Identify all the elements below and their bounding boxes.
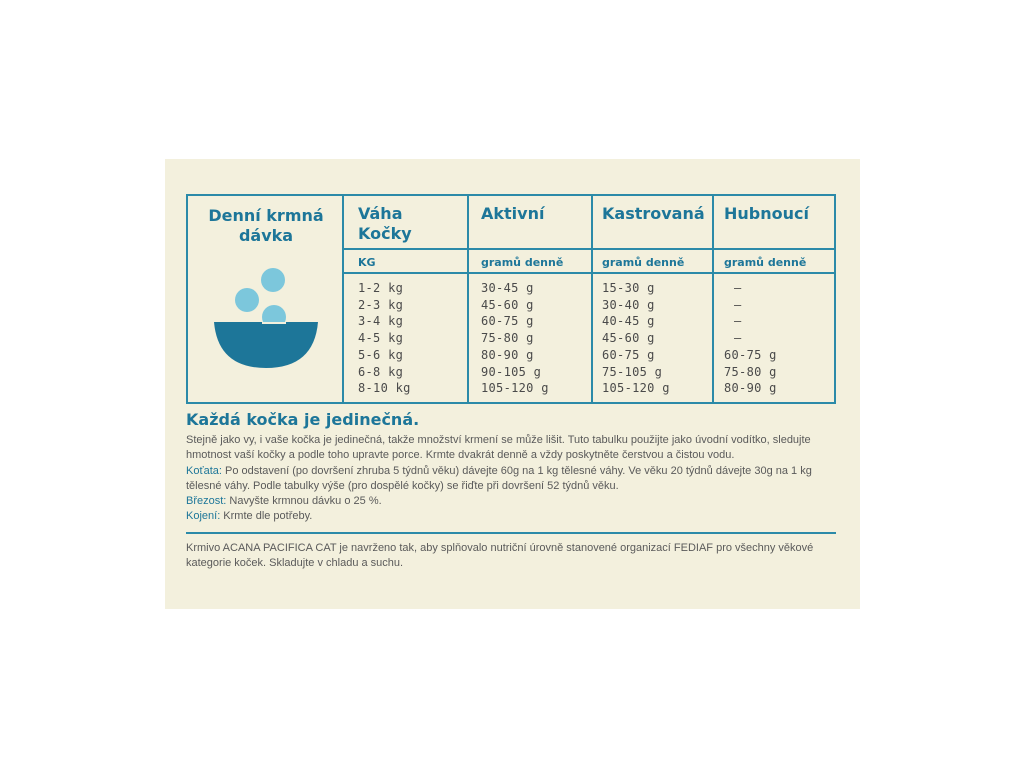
column-active — [481, 280, 549, 397]
table-cell: 60-75 g — [602, 347, 655, 362]
footnote: Krmivo ACANA PACIFICA CAT je navrženo tak, aby splňovalo nutriční úrovně stanovené organizací FEDIAF pro všechny věkové kategorie koček. Skladujte v chladu a suchu. — [186, 542, 814, 570]
nursing-text: Krmte dle potřeby. — [220, 510, 313, 523]
unit-weight: KG — [358, 256, 376, 269]
table-cell: 90-105 g — [481, 364, 542, 379]
pregnancy-label: Březost: — [186, 495, 227, 508]
nursing-label: Kojení: — [186, 510, 221, 523]
pregnancy-paragraph — [186, 494, 846, 509]
table-cell: — — [734, 281, 742, 295]
divider — [186, 532, 836, 534]
column-neutered — [602, 280, 670, 397]
table-cell: 5-6 kg — [358, 347, 404, 362]
kittens-text: Po odstavení (po dovršení zhruba 5 týdnů věku) dávejte 60g na 1 kg tělesné váhy. Ve věku 20 týdnů dávejte 30g na 1 kg tělesné váhy. Podle tabulky výše (pro dospělé kočky) se řiďte při dovršení 52 týdnů věku. — [186, 464, 812, 492]
table-cell: 8-10 kg — [358, 381, 411, 396]
table-cell: 3-4 kg — [358, 314, 404, 329]
table-cell: 30-40 g — [602, 297, 655, 312]
table-cell: — — [734, 331, 742, 346]
header-slimming: Hubnoucí — [724, 204, 809, 223]
table-cell: — — [734, 297, 742, 312]
table-cell: 75-80 g — [724, 364, 777, 379]
table-cell: 75-80 g — [481, 331, 534, 346]
table-cell: 15-30 g — [602, 281, 655, 295]
bowl-with-kibble-icon — [210, 260, 322, 372]
kittens-paragraph — [186, 464, 846, 495]
table-cell: 30-45 g — [481, 281, 534, 295]
table-cell: 80-90 g — [481, 347, 534, 362]
column-weight — [358, 280, 411, 397]
kittens-label: Koťata: — [186, 464, 222, 477]
header-weight: Váha Kočky — [358, 204, 412, 243]
pregnancy-text: Navyšte krmnou dávku o 25 %. — [226, 495, 382, 508]
feeding-table — [186, 194, 836, 404]
table-cell: 105-120 g — [481, 381, 549, 396]
section-title: Každá kočka je jedinečná. — [186, 410, 420, 429]
unit-slimming: gramů denně — [724, 256, 807, 269]
table-cell: 6-8 kg — [358, 364, 404, 379]
nursing-paragraph — [186, 509, 846, 524]
column-slimming — [724, 280, 777, 397]
table-cell: 40-45 g — [602, 314, 655, 329]
header-neutered: Kastrovaná — [602, 204, 705, 223]
unit-neutered: gramů denně — [602, 256, 685, 269]
table-cell: 105-120 g — [602, 381, 670, 396]
unit-active: gramů denně — [481, 256, 564, 269]
table-cell: 2-3 kg — [358, 297, 404, 312]
feeding-table-title: Denní krmná dávka — [208, 206, 324, 245]
table-cell: 45-60 g — [602, 331, 655, 346]
table-cell: 60-75 g — [724, 347, 777, 362]
table-cell: 75-105 g — [602, 364, 663, 379]
feeding-instructions — [186, 433, 846, 525]
header-active: Aktivní — [481, 204, 545, 223]
table-cell: 4-5 kg — [358, 331, 404, 346]
table-cell: 60-75 g — [481, 314, 534, 329]
table-cell: 80-90 g — [724, 381, 777, 396]
table-cell: 1-2 kg — [358, 281, 404, 295]
intro-paragraph: Stejně jako vy, i vaše kočka je jedinečná, takže množství krmení se může lišit. Tuto tabulku použijte jako úvodní vodítko, sledujte hmotnost vaší kočky a podle toho upravte porce. Krmte dvakrát denně a vždy poskytněte čerstvou a čistou vodu. — [186, 434, 811, 462]
table-cell: 45-60 g — [481, 297, 534, 312]
table-cell: — — [734, 314, 742, 329]
